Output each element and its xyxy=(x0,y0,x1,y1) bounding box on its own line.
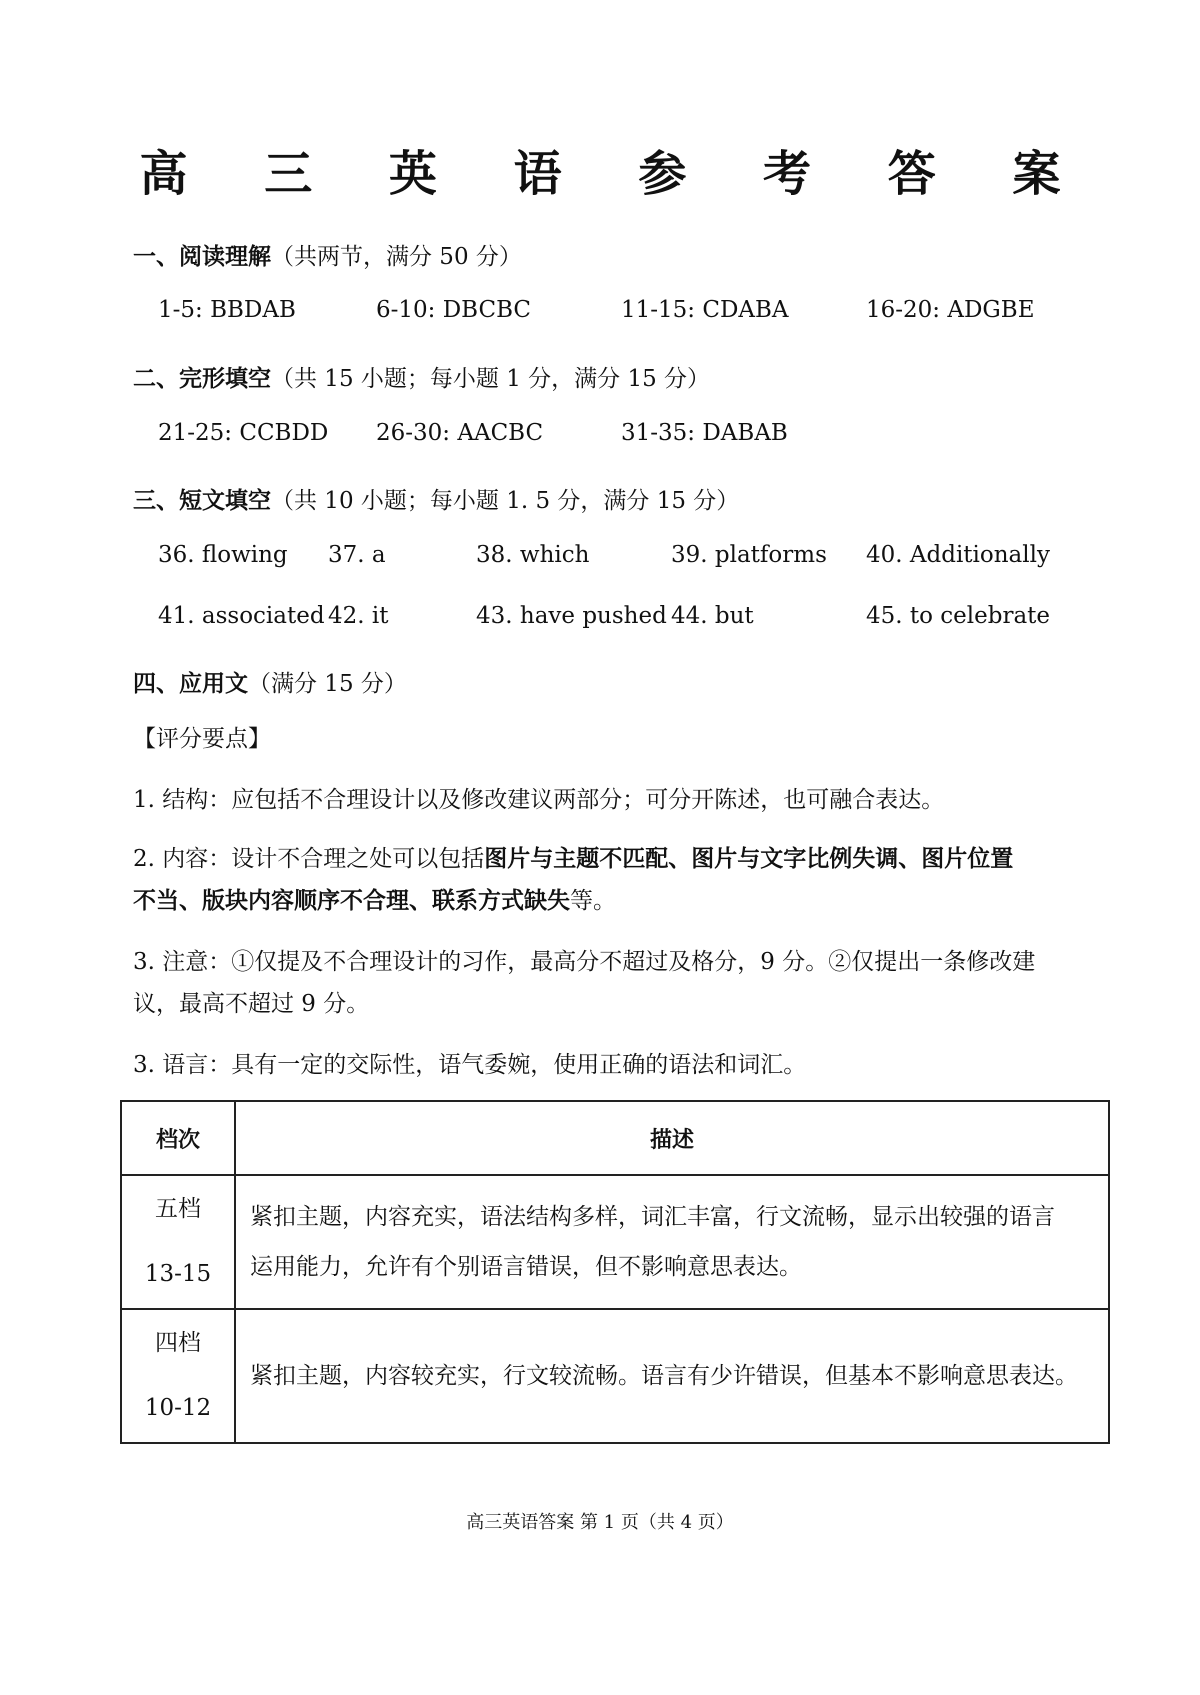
answer-item: 37. a xyxy=(328,542,386,568)
answer-item: 39. platforms xyxy=(671,542,827,568)
grading-table xyxy=(120,1100,1110,1444)
page-title: 高 三 英 语 参 考 答 案 xyxy=(139,146,1091,202)
description-line: 紧扣主题，内容较充实，行文较流畅。语言有少许错误，但基本不影响意思表达。 xyxy=(250,1363,1078,1389)
description-cell xyxy=(235,1309,1109,1443)
point-text: 3. 注意：①仅提及不合理设计的习作，最高分不超过及格分，9 分。②仅提出一条修改建 xyxy=(133,949,1036,975)
scoring-points-title: 【评分要点】 xyxy=(133,726,271,752)
answer-item: 45. to celebrate xyxy=(866,603,1051,629)
section-note: （共 15 小题；每小题 1 分，满分 15 分） xyxy=(271,366,711,392)
level-range: 10-12 xyxy=(144,1395,212,1421)
section-title: 三、短文填空 xyxy=(133,488,271,514)
table-row xyxy=(121,1175,1109,1309)
section-writing-heading xyxy=(133,665,407,698)
answer-group: 31-35: DABAB xyxy=(621,420,788,446)
answer-group: 1-5: BBDAB xyxy=(158,297,296,323)
answer-group: 26-30: AACBC xyxy=(376,420,544,446)
point-emphasis: 不当、版块内容顺序不合理、联系方式缺失 xyxy=(133,888,570,914)
section-note: （满分 15 分） xyxy=(248,671,407,697)
section-title: 一、阅读理解 xyxy=(133,244,271,270)
level-name: 五档 xyxy=(155,1196,201,1222)
description-line: 紧扣主题，内容充实，语法结构多样，词汇丰富，行文流畅，显示出较强的语言 xyxy=(250,1204,1055,1230)
level-name: 四档 xyxy=(155,1330,201,1356)
section-title: 四、应用文 xyxy=(133,671,248,697)
answer-group: 11-15: CDABA xyxy=(621,297,789,323)
description-line: 运用能力，允许有个别语言错误，但不影响意思表达。 xyxy=(250,1254,802,1280)
answer-item: 42. it xyxy=(328,603,389,629)
section-title: 二、完形填空 xyxy=(133,366,271,392)
point-text: 2. 内容：设计不合理之处可以包括 xyxy=(133,846,485,872)
section-note: （共两节，满分 50 分） xyxy=(271,244,522,270)
scoring-point-structure: 1. 结构：应包括不合理设计以及修改建议两部分；可分开陈述，也可融合表达。 xyxy=(133,787,945,813)
level-cell xyxy=(121,1309,235,1443)
answer-item: 36. flowing xyxy=(158,542,288,568)
section-reading-heading xyxy=(133,238,522,271)
table-row xyxy=(121,1309,1109,1443)
scoring-point-content xyxy=(133,838,1083,922)
scoring-point-notice xyxy=(133,941,1083,1025)
section-note: （共 10 小题；每小题 1. 5 分，满分 15 分） xyxy=(271,488,740,514)
answer-group: 6-10: DBCBC xyxy=(376,297,532,323)
header-level: 档次 xyxy=(121,1101,235,1175)
header-description: 描述 xyxy=(235,1101,1109,1175)
answer-item: 41. associated xyxy=(158,603,325,629)
point-text: 议，最高不超过 9 分。 xyxy=(133,991,370,1017)
description-cell xyxy=(235,1175,1109,1309)
answer-item: 40. Additionally xyxy=(866,542,1050,568)
answer-item: 43. have pushed xyxy=(476,603,667,629)
section-grammar-heading xyxy=(133,482,739,515)
level-range: 13-15 xyxy=(144,1261,212,1287)
answer-group: 16-20: ADGBE xyxy=(866,297,1035,323)
table-header-row xyxy=(121,1101,1109,1175)
level-cell xyxy=(121,1175,235,1309)
point-emphasis: 图片与主题不匹配、图片与文字比例失调、图片位置 xyxy=(484,846,1014,872)
scoring-point-language: 3. 语言：具有一定的交际性，语气委婉，使用正确的语法和词汇。 xyxy=(133,1052,807,1078)
answer-group: 21-25: CCBDD xyxy=(158,420,329,446)
page-footer: 高三英语答案 第 1 页（共 4 页） xyxy=(466,1512,734,1533)
answer-item: 38. which xyxy=(476,542,590,568)
section-cloze-heading xyxy=(133,360,710,393)
answer-item: 44. but xyxy=(671,603,754,629)
point-text: 等。 xyxy=(570,888,616,914)
